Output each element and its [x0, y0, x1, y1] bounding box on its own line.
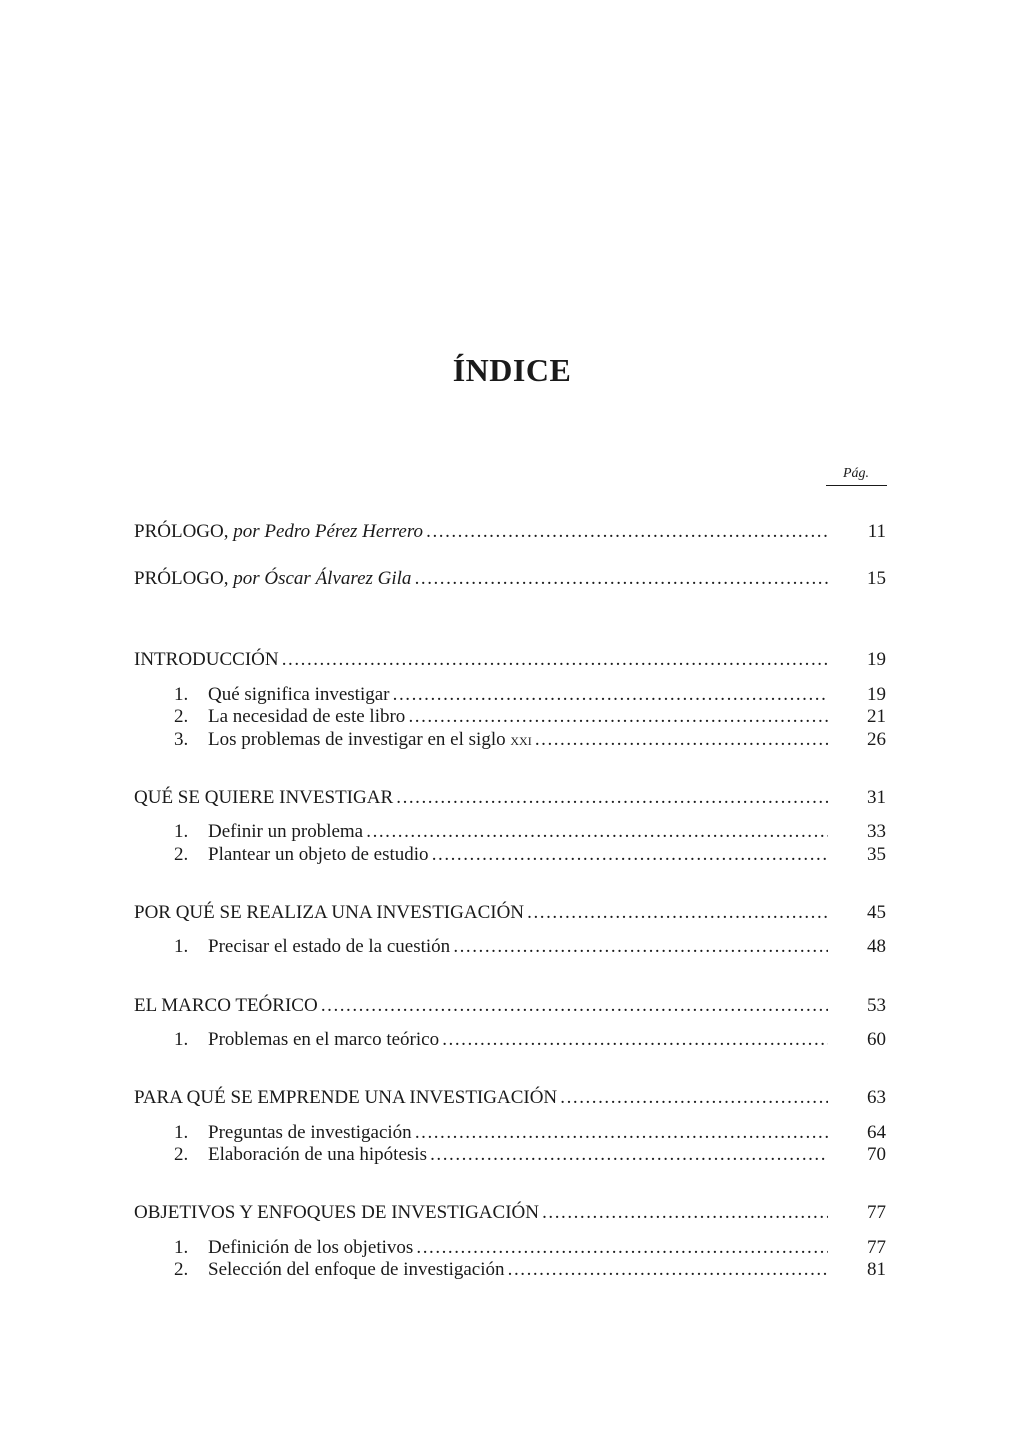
entry-number: 1.	[174, 821, 189, 842]
entry-number: 2.	[174, 1259, 189, 1280]
toc-subentry[interactable]	[134, 683, 886, 707]
entry-text	[134, 786, 828, 810]
entry-label: INTRODUCCIÓN	[134, 649, 279, 670]
entry-page-number: 19	[867, 649, 886, 670]
entry-page-number: 64	[867, 1122, 886, 1143]
entry-text	[134, 1086, 828, 1110]
entry-label: Selección del enfoque de investigación	[208, 1259, 505, 1280]
toc-entry-introduccion[interactable]	[134, 648, 886, 672]
page-column-label: Pág.	[842, 466, 869, 481]
entry-label: Definición de los objetivos	[208, 1237, 414, 1258]
toc-subentry[interactable]	[134, 820, 886, 844]
entry-text	[174, 728, 828, 752]
entry-number: 2.	[174, 844, 189, 865]
entry-label: Elaboración de una hipótesis	[208, 1144, 427, 1165]
toc-subentry[interactable]	[134, 1258, 886, 1282]
page-column-header	[826, 466, 887, 486]
entry-label: Qué significa investigar	[208, 684, 390, 705]
entry-text	[174, 683, 828, 707]
entry-text	[174, 1121, 828, 1145]
entry-label: OBJETIVOS Y ENFOQUES DE INVESTIGACIÓN	[134, 1202, 539, 1223]
toc-subentry[interactable]	[134, 1028, 886, 1052]
entry-page-number: 33	[867, 821, 886, 842]
entry-number: 1.	[174, 1237, 189, 1258]
entry-page-number: 70	[867, 1144, 886, 1165]
toc-entry-prologo-perez[interactable]	[134, 520, 886, 544]
entry-text	[174, 705, 828, 729]
entry-label: PRÓLOGO,	[134, 521, 229, 542]
entry-page-number: 31	[867, 787, 886, 808]
entry-text	[174, 843, 828, 867]
entry-label: POR QUÉ SE REALIZA UNA INVESTIGACIÓN	[134, 902, 525, 923]
entry-label: QUÉ SE QUIERE INVESTIGAR	[134, 787, 394, 808]
entry-page-number: 35	[867, 844, 886, 865]
entry-label: Precisar el estado de la cuestión	[208, 936, 451, 957]
entry-label: PARA QUÉ SE EMPRENDE UNA INVESTIGACIÓN	[134, 1087, 558, 1108]
entry-text	[174, 935, 828, 959]
entry-page-number: 15	[867, 568, 886, 589]
entry-page-number: 48	[867, 936, 886, 957]
entry-suffix: xxi	[510, 730, 532, 749]
toc-entry-por-que[interactable]	[134, 901, 886, 925]
entry-page-number: 77	[867, 1237, 886, 1258]
entry-number: 3.	[174, 729, 189, 750]
entry-label: Los problemas de investigar en el siglo	[208, 729, 506, 750]
entry-label: PRÓLOGO,	[134, 568, 229, 589]
entry-page-number: 19	[867, 684, 886, 705]
entry-label: Definir un problema	[208, 821, 364, 842]
toc-subentry[interactable]	[134, 705, 886, 729]
entry-label: La necesidad de este libro	[208, 706, 406, 727]
toc-subentry[interactable]	[134, 935, 886, 959]
entry-text	[134, 520, 828, 544]
entry-text	[134, 994, 828, 1018]
entry-page-number: 81	[867, 1259, 886, 1280]
toc-entry-prologo-alvarez[interactable]	[134, 567, 886, 591]
toc-subentry[interactable]	[134, 1143, 886, 1167]
entry-number: 1.	[174, 1122, 189, 1143]
entry-text	[134, 901, 828, 925]
entry-label: EL MARCO TEÓRICO	[134, 995, 318, 1016]
toc-entry-objetivos[interactable]	[134, 1201, 886, 1225]
entry-page-number: 77	[867, 1202, 886, 1223]
entry-label: Problemas en el marco teórico	[208, 1029, 440, 1050]
entry-text	[134, 567, 828, 591]
entry-text	[174, 1258, 828, 1282]
toc-entry-para-que[interactable]	[134, 1086, 886, 1110]
entry-text	[174, 1236, 828, 1260]
toc-subentry[interactable]	[134, 843, 886, 867]
entry-author: por Óscar Álvarez Gila	[233, 568, 412, 589]
toc-subentry[interactable]	[134, 1236, 886, 1260]
entry-page-number: 21	[867, 706, 886, 727]
toc-subentry[interactable]	[134, 1121, 886, 1145]
entry-label: Plantear un objeto de estudio	[208, 844, 429, 865]
entry-number: 1.	[174, 1029, 189, 1050]
entry-page-number: 11	[867, 521, 886, 542]
entry-number: 1.	[174, 684, 189, 705]
entry-page-number: 60	[867, 1029, 886, 1050]
toc-entry-que-se-quiere[interactable]	[134, 786, 886, 810]
entry-text	[174, 820, 828, 844]
entry-label: Preguntas de investigación	[208, 1122, 412, 1143]
entry-number: 1.	[174, 936, 189, 957]
entry-number: 2.	[174, 706, 189, 727]
entry-page-number: 53	[867, 995, 886, 1016]
entry-text	[134, 648, 828, 672]
entry-text	[134, 1201, 828, 1225]
toc-subentry[interactable]	[134, 728, 886, 752]
entry-page-number: 26	[867, 729, 886, 750]
entry-number: 2.	[174, 1144, 189, 1165]
entry-page-number: 63	[867, 1087, 886, 1108]
toc-entry-marco-teorico[interactable]	[134, 994, 886, 1018]
entry-page-number: 45	[867, 902, 886, 923]
entry-author: por Pedro Pérez Herrero	[233, 521, 424, 542]
entry-text	[174, 1028, 828, 1052]
entry-text	[174, 1143, 828, 1167]
page-title: ÍNDICE	[452, 352, 572, 388]
